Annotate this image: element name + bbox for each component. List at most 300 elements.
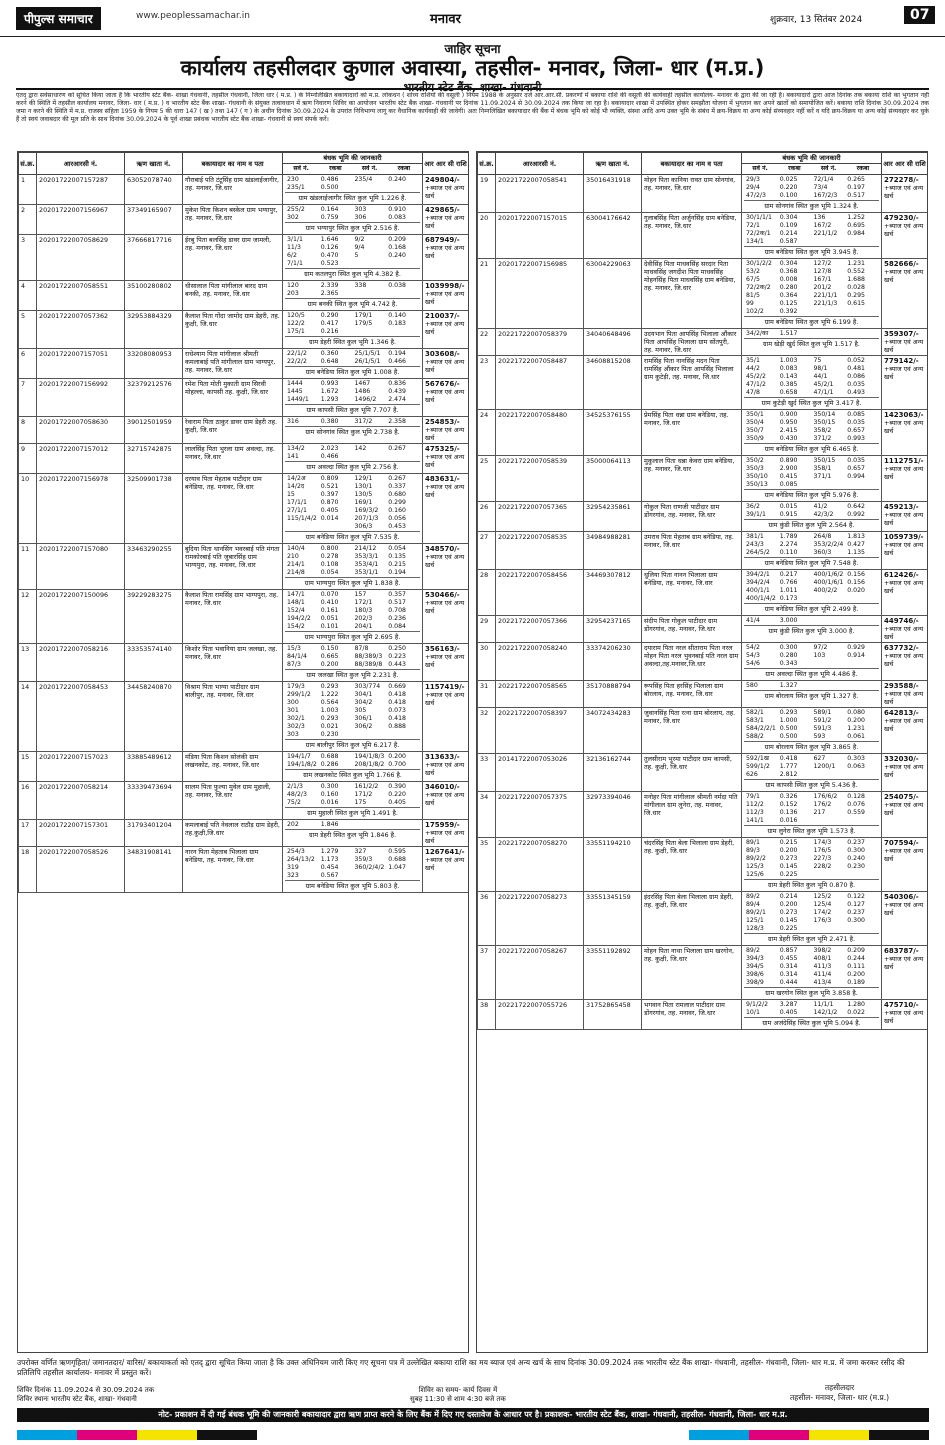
row-name: गौराबाई पति टंटूसिंह ग्राम खंडलाईजागीर, तह. मनावर, जि.धार xyxy=(183,175,283,205)
land-cell: 626 xyxy=(746,771,758,778)
table-row xyxy=(19,349,469,379)
amount-extra: +ब्याज एवं अन्य खर्च xyxy=(884,338,924,354)
land-cell: 0.695 xyxy=(847,222,865,229)
land-cell: 0.020 xyxy=(847,587,865,594)
land-cell: 0.173 xyxy=(779,595,798,602)
land-cell: 323 xyxy=(287,872,299,879)
notice-title: कार्यालय तहसीलदार कुणाल अवास्या, तहसील- मनावर, जिला- धार (म.प्र.) xyxy=(180,56,765,80)
land-cell: 29/4 xyxy=(746,184,760,191)
row-loan: 34458240870 xyxy=(125,682,183,752)
land-cell: 0.125 xyxy=(779,300,798,307)
row-land xyxy=(742,175,882,213)
land-cell: 0.708 xyxy=(388,607,406,614)
land-cell: 353/3/1 xyxy=(354,553,379,560)
row-amount xyxy=(882,356,928,410)
land-cell: 0.293 xyxy=(320,683,339,690)
row-land xyxy=(742,410,882,456)
land-cell: 580 xyxy=(746,682,758,689)
land-cell: 0.194 xyxy=(388,569,406,576)
land-cell: 0.314 xyxy=(779,971,798,978)
land-cell: 2.474 xyxy=(388,396,406,403)
land-cell: 176/3 xyxy=(813,917,832,924)
land-cell: 394/2/1 xyxy=(746,571,770,578)
land-cell: 2.358 xyxy=(388,418,406,425)
land-cell: 97/2 xyxy=(813,644,828,651)
land-cell: 0.052 xyxy=(847,357,865,364)
row-name: राधेश्याम पिता मांगीलाल श्रीमती कमलाबाई पति मांगीलाल ग्राम भाग्यपुर, तह. मनावर, जि.धार xyxy=(183,349,283,379)
row-amount xyxy=(882,616,928,643)
land-cell: 0.950 xyxy=(779,419,798,426)
row-amount xyxy=(882,792,928,838)
land-cell: 0.326 xyxy=(779,793,798,800)
row-amount xyxy=(882,1000,928,1030)
land-cell: 359/3 xyxy=(354,856,373,863)
land-cell: 167/2 xyxy=(813,222,832,229)
land-cell xyxy=(845,481,879,489)
land-cell: 353/4/1 xyxy=(354,561,379,568)
amount-value: 313633/- xyxy=(425,753,460,761)
land-cell: 172/1 xyxy=(354,599,373,606)
land-cell: 230 xyxy=(287,176,299,183)
land-total: ग्राम कुंडी स्थित कुल भूमि 2.564 है. xyxy=(744,519,879,530)
land-cell: 0.455 xyxy=(779,955,798,962)
row-land xyxy=(283,820,423,847)
land-cell: 1.293 xyxy=(320,396,339,403)
land-cell: 102/2 xyxy=(746,308,764,315)
row-amount xyxy=(882,456,928,502)
row-land xyxy=(742,754,882,792)
land-cell: 0.085 xyxy=(779,481,798,488)
land-cell: 0.500 xyxy=(320,184,339,191)
land-cell xyxy=(812,771,846,779)
row-loan: 32953884329 xyxy=(125,311,183,349)
table-row xyxy=(19,682,469,752)
amount-value: 483631/- xyxy=(425,475,460,483)
land-cell: 0.357 xyxy=(388,591,406,598)
land-cell: 120/5 xyxy=(287,312,305,319)
land-cell xyxy=(386,260,420,268)
row-loan: 31793401204 xyxy=(125,820,183,847)
land-cell: 0.517 xyxy=(388,599,406,606)
amount-extra: +ब्याज एवं अन्य खर्च xyxy=(884,625,924,641)
land-cell: 42/3/2 xyxy=(813,511,834,518)
land-cell: 54/6 xyxy=(746,660,760,667)
land-cell: 1.846 xyxy=(320,821,339,828)
land-cell: 0.415 xyxy=(779,473,798,480)
land-total: ग्राम सोनगांव स्थित कुल भूमि 2.738 है. xyxy=(285,426,420,437)
land-cell: 0.143 xyxy=(779,373,798,380)
land-cell: 89/2/1 xyxy=(746,909,766,916)
land-cell: 0.086 xyxy=(847,373,865,380)
land-cell: 0.888 xyxy=(388,723,406,730)
land-cell: 0.022 xyxy=(847,1009,865,1016)
row-name: दरयाव पिता मेहताब पाटीदार ग्राम बनेडिया, तह. मनावर, जि.धार xyxy=(183,474,283,544)
land-cell: 0.766 xyxy=(779,579,798,586)
row-loan: 35170888794 xyxy=(584,681,642,708)
row-loan: 32715742875 xyxy=(125,444,183,474)
land-cell: 134/2 xyxy=(287,445,305,452)
land-cell: 394/3 xyxy=(746,955,764,962)
land-cell xyxy=(386,453,420,461)
land-cell: 0.110 xyxy=(779,549,798,556)
land-cell: 6/2 xyxy=(287,252,297,259)
land-cell: 88/389/3 xyxy=(354,653,383,660)
land-cell: 1.646 xyxy=(320,236,339,243)
land-cell: 0.392 xyxy=(779,308,798,315)
row-sno: 4 xyxy=(19,281,37,311)
land-cell: 0.051 xyxy=(320,615,339,622)
signatory xyxy=(790,1383,889,1403)
amount-value: 254075/- xyxy=(884,793,919,801)
land-total: ग्राम बनेडिया स्थित कुल भूमि 7.548 है. xyxy=(744,557,879,568)
land-cell: 350/9 xyxy=(746,435,764,442)
land-cell: 0.035 xyxy=(847,457,865,464)
land-cell: 27/1/1 xyxy=(287,507,307,514)
land-cell: 44/1 xyxy=(813,373,828,380)
land-cell: 176/5 xyxy=(813,847,832,854)
land-cell: 0.390 xyxy=(388,783,406,790)
row-sno: 25 xyxy=(478,456,496,502)
amount-value: 449746/- xyxy=(884,617,919,625)
land-cell xyxy=(812,660,846,668)
land-cell: 1.173 xyxy=(320,856,339,863)
land-cell: 360/2/4/2 xyxy=(354,864,385,871)
land-cell: 1.000 xyxy=(779,717,798,724)
land-cell: 303 xyxy=(287,731,299,738)
land-cell: 0.587 xyxy=(779,238,798,245)
land-cell: 141 xyxy=(287,453,299,460)
row-amount xyxy=(882,259,928,329)
land-cell xyxy=(845,308,879,316)
land-cell: 221/1/3 xyxy=(813,300,838,307)
row-amount xyxy=(882,502,928,532)
land-cell: 48/2/3 xyxy=(287,791,307,798)
land-cell: 1449/1 xyxy=(287,396,309,403)
land-cell: 0.759 xyxy=(320,214,339,221)
row-sno: 2 xyxy=(19,205,37,235)
row-sno: 13 xyxy=(19,644,37,682)
land-cell xyxy=(812,817,846,825)
amount-extra: +ब्याज एवं अन्य खर्च xyxy=(425,553,465,569)
land-total: ग्राम बोरलाय स्थित कुल भूमि 1.327 है. xyxy=(744,690,879,701)
publisher-note: नोट- प्रकाशन में दी गई बंधक भूमि की जानकारी बकायादार द्वारा ऋण प्राप्त करने के लिए बैंक में दिए गए दस्तावेज के आधार पर है। प्रकाशक- भारतीय स्टेट बैंक, शाखा- गंधवानी, तहसील- गंधवानी, जिला- धार म.प्र. xyxy=(17,1408,929,1422)
land-cell: 0.240 xyxy=(388,252,406,259)
row-name: किशोर पिता भवानिया ग्राम जलखा, तह. मनावर, जि.धार xyxy=(183,644,283,682)
table-row xyxy=(19,311,469,349)
land-cell: 72/2क/2 xyxy=(746,284,771,291)
table-row xyxy=(478,329,928,356)
magenta-swatch xyxy=(77,1430,137,1440)
land-cell: 0.016 xyxy=(779,817,798,824)
row-sno: 24 xyxy=(478,410,496,456)
land-cell: 589/1 xyxy=(813,709,832,716)
land-cell: 0.439 xyxy=(388,388,406,395)
land-cell: 0.280 xyxy=(779,652,798,659)
land-cell: 35/1 xyxy=(746,357,760,364)
land-cell: 583/1 xyxy=(746,717,764,724)
row-amount xyxy=(423,417,469,444)
land-cell: 1.279 xyxy=(320,848,339,855)
land-cell xyxy=(386,328,420,336)
land-cell xyxy=(845,660,879,668)
table-row xyxy=(478,502,928,532)
row-loan: 34831908141 xyxy=(125,847,183,893)
row-sno: 38 xyxy=(478,1000,496,1030)
header-rrc: आरआरसी नं. xyxy=(37,153,125,175)
amount-extra: +ब्याज एवं अन्य खर्च xyxy=(425,214,465,230)
row-loan: 39012501959 xyxy=(125,417,183,444)
row-rrc: 20221722007058565 xyxy=(496,681,584,708)
land-cell: 0.688 xyxy=(320,753,339,760)
land-cell xyxy=(812,682,846,690)
land-cell: 0.214 xyxy=(779,230,798,237)
land-total: ग्राम लखनकोट स्थित कुल भूमि 1.766 है. xyxy=(285,769,420,780)
land-cell: 1.231 xyxy=(847,725,865,732)
land-cell: 47/2/3 xyxy=(746,192,766,199)
row-name: मुकुलाल पिता धन्ना केवरा ग्राम बनेडिया, तह. मनावर, जि.धार xyxy=(642,456,742,502)
land-cell: 350/15 xyxy=(813,457,836,464)
land-cell: 2.365 xyxy=(320,290,339,297)
land-cell: 306/3 xyxy=(354,523,373,530)
land-cell: 350/4 xyxy=(746,419,764,426)
land-cell: 73/4 xyxy=(813,184,828,191)
land-cell: 302/1 xyxy=(287,715,305,722)
land-cell: 0.220 xyxy=(779,184,798,191)
header-land-subcols: सर्वे नं. रकबा सर्वे नं. रकबा xyxy=(742,164,882,175)
land-cell: 0.405 xyxy=(779,1009,798,1016)
land-cell: 214/12 xyxy=(354,545,377,552)
land-cell: 0.418 xyxy=(388,715,406,722)
land-cell: 2.900 xyxy=(779,465,798,472)
land-cell: 0.559 xyxy=(847,809,865,816)
row-loan: 32954237165 xyxy=(584,616,642,643)
land-cell: 0.454 xyxy=(320,864,339,871)
land-cell: 72/1/4 xyxy=(813,176,834,183)
amount-value: 459213/- xyxy=(884,503,919,511)
land-cell: 142 xyxy=(354,445,367,452)
land-cell: 221/1/1 xyxy=(813,292,838,299)
amount-value: 210037/- xyxy=(425,312,460,320)
row-land xyxy=(742,792,882,838)
land-cell: 129/1 xyxy=(354,475,373,482)
land-cell: 0.915 xyxy=(779,511,798,518)
amount-value: 637732/- xyxy=(884,644,919,652)
land-cell: 214/1 xyxy=(287,561,305,568)
row-rrc: 20201722007156992 xyxy=(37,379,125,417)
land-cell: 0.688 xyxy=(388,856,406,863)
row-land xyxy=(283,782,423,820)
row-land xyxy=(283,444,423,474)
row-sno: 19 xyxy=(478,175,496,213)
amount-value: 1267641/- xyxy=(425,848,465,856)
land-cell: 0.299 xyxy=(388,499,406,506)
land-cell: 201/2 xyxy=(813,284,832,291)
row-land xyxy=(742,502,882,532)
land-cell: 353/1/1 xyxy=(354,569,379,576)
land-total: ग्राम बालीपुर स्थित कुल भूमि 6.217 है. xyxy=(285,739,420,750)
land-cell: 2.023 xyxy=(320,445,339,452)
land-cell: 0.028 xyxy=(847,284,865,291)
section-title: मनावर xyxy=(430,12,461,27)
land-cell: 179/1 xyxy=(354,312,373,319)
row-amount xyxy=(423,644,469,682)
land-cell: 235/1 xyxy=(287,184,305,191)
land-cell: 167/2/3 xyxy=(813,192,838,199)
land-total: ग्राम कुंडी स्थित कुल भूमि 3.000 है. xyxy=(744,625,879,636)
land-cell: 1.813 xyxy=(847,533,865,540)
row-loan: 35016431918 xyxy=(584,175,642,213)
land-cell: 0.161 xyxy=(320,607,339,614)
land-cell: 0.250 xyxy=(388,645,406,652)
land-cell: 221/1/2 xyxy=(813,230,838,237)
officer-place: तहसील- मनावर, जिला- धार (म.प्र.) xyxy=(790,1393,890,1402)
land-cell: 358/2 xyxy=(813,427,832,434)
row-land xyxy=(742,643,882,681)
amount-extra: +ब्याज एवं अन्य खर्च xyxy=(425,761,465,777)
amount-extra: +ब्याज एवं अन्य खर्च xyxy=(884,222,924,238)
row-land xyxy=(283,847,423,893)
amount-value: 293588/- xyxy=(884,682,919,690)
row-loan: 35000064113 xyxy=(584,456,642,502)
land-cell xyxy=(353,184,387,192)
table-row xyxy=(478,754,928,792)
row-land xyxy=(742,532,882,570)
land-cell xyxy=(386,290,420,298)
land-cell: 0.900 xyxy=(779,411,798,418)
table-row xyxy=(19,644,469,682)
land-cell: 0.016 xyxy=(320,799,339,806)
row-amount xyxy=(423,474,469,544)
land-cell: 591/3 xyxy=(813,725,832,732)
amount-extra: +ब्याज एवं अन्य खर्च xyxy=(425,829,465,845)
land-cell: 53/2 xyxy=(746,268,760,275)
land-cell: 89/2/2 xyxy=(746,855,766,862)
land-cell xyxy=(319,523,353,531)
row-name: इंदरसिंह पिता बेला भिलाला ग्राम डेहरी, तह. कुक्षी, जि.धार xyxy=(642,892,742,946)
row-amount xyxy=(882,570,928,616)
land-cell: 0.430 xyxy=(779,435,798,442)
land-cell: 316 xyxy=(287,418,299,425)
amount-value: 346010/- xyxy=(425,783,460,791)
land-cell: 115/1/4/2 xyxy=(287,515,317,522)
row-sno: 9 xyxy=(19,444,37,474)
row-rrc: 20141722007053026 xyxy=(496,754,584,792)
row-land xyxy=(283,175,423,205)
land-cell: 0.085 xyxy=(847,411,865,418)
land-cell: 14/2अ xyxy=(287,475,306,482)
amount-value: 567676/- xyxy=(425,380,460,388)
amount-value: 272278/- xyxy=(884,176,919,184)
row-amount xyxy=(423,205,469,235)
row-name: रामसिंह पिता नानसिंह मदन पिता रामसिंह औंकार पिता आपसिंह भिलाला ग्राम कुटेड़ी, तह. मनावर, जि.धार xyxy=(642,356,742,410)
land-cell: 44/2 xyxy=(746,365,760,372)
land-cell: 350/1 xyxy=(746,411,764,418)
land-cell: 202/3 xyxy=(354,615,373,622)
land-cell: 1200/1 xyxy=(813,763,836,770)
row-amount xyxy=(423,281,469,311)
land-cell: 204/1 xyxy=(354,623,373,630)
land-cell: 0.481 xyxy=(847,365,865,372)
amount-extra: +ब्याज एवं अन्य खर्च xyxy=(884,579,924,595)
row-land xyxy=(283,417,423,444)
land-cell: 142/1/2 xyxy=(813,1009,838,1016)
amount-value: 249804/- xyxy=(425,176,460,184)
land-cell: 0.101 xyxy=(320,623,339,630)
row-loan: 33551345159 xyxy=(584,892,642,946)
amount-extra: +ब्याज एवं अन्य खर्च xyxy=(884,690,924,706)
row-amount xyxy=(882,329,928,356)
land-cell: 0.128 xyxy=(847,793,865,800)
land-cell: 0.517 xyxy=(847,192,865,199)
land-cell: 327 xyxy=(354,848,367,855)
land-cell: 400/1/1 xyxy=(746,587,770,594)
land-cell: 0.303 xyxy=(847,755,865,762)
amount-value: 642813/- xyxy=(884,709,919,717)
row-amount xyxy=(423,444,469,474)
land-cell: 47/1/1 xyxy=(813,389,834,396)
land-cell: 99 xyxy=(746,300,754,307)
land-cell: 0.054 xyxy=(320,569,339,576)
row-land xyxy=(742,259,882,329)
land-cell: 228/2 xyxy=(813,863,832,870)
land-cell xyxy=(845,595,879,603)
amount-extra: +ब्याज एवं अन्य खर्च xyxy=(884,652,924,668)
land-cell: 0.083 xyxy=(388,214,406,221)
land-cell: 98/1 xyxy=(813,365,828,372)
land-cell: 358/1 xyxy=(813,465,832,472)
amount-extra: +ब्याज एवं अन्य खर्च xyxy=(425,856,465,872)
land-total: ग्राम डेहरी स्थित कुल भूमि 2.471 है. xyxy=(744,933,879,944)
land-cell: 208/1/8/2 xyxy=(354,761,385,768)
amount-value: 359307/- xyxy=(884,330,919,338)
row-rrc: 20221722007057366 xyxy=(496,616,584,643)
row-loan: 37349165907 xyxy=(125,205,183,235)
row-name: रमेश पिता मोती मुकाती ग्राम सिरवी मोहल्ला, कापसी तह. कुक्षी, जि.धार xyxy=(183,379,283,417)
row-sno: 17 xyxy=(19,820,37,847)
row-rrc: 20221722007058535 xyxy=(496,532,584,570)
row-rrc: 20221722007058480 xyxy=(496,410,584,456)
land-cell: 41/2 xyxy=(813,503,828,510)
land-cell: 47/1/2 xyxy=(746,381,766,388)
row-amount xyxy=(423,847,469,893)
row-name: संदीप पिता गोकुल पाटीदार ग्राम डोंगरगांव, तह. मनावर, जि.धार xyxy=(642,616,742,643)
row-rrc: 20201722007058629 xyxy=(37,235,125,281)
land-cell: 174/2 xyxy=(813,909,832,916)
land-cell: 127/8 xyxy=(813,268,832,275)
land-cell: 0.056 xyxy=(388,515,406,522)
land-cell: 0.240 xyxy=(847,855,865,862)
row-land xyxy=(742,946,882,1000)
land-total: ग्राम बनेडिया स्थित कुल भूमि 5.976 है. xyxy=(744,489,879,500)
land-total: ग्राम बनेडिया स्थित कुल भूमि 6.465 है. xyxy=(744,443,879,454)
land-cell: 0.857 xyxy=(779,947,798,954)
row-land xyxy=(283,544,423,590)
row-loan: 33885489612 xyxy=(125,752,183,782)
row-rrc: 20201722007157051 xyxy=(37,349,125,379)
land-cell: 0.293 xyxy=(320,715,339,722)
land-cell: 0.286 xyxy=(320,761,339,768)
amount-value: 687949/- xyxy=(425,236,460,244)
row-sno: 35 xyxy=(478,838,496,892)
row-name: जुवानसिंह पिता रत्ना ग्राम बोरलाय, तह. मनावर, जि.धार xyxy=(642,708,742,754)
row-rrc: 20221722007058456 xyxy=(496,570,584,616)
amount-extra: +ब्याज एवं अन्य खर्च xyxy=(884,268,924,284)
land-cell: 25/1/5/1 xyxy=(354,350,381,357)
row-amount xyxy=(882,892,928,946)
land-cell: 7/1/1 xyxy=(287,260,303,267)
amount-extra: +ब्याज एवं अन्य खर्च xyxy=(884,419,924,435)
land-cell: 54/3 xyxy=(746,652,760,659)
